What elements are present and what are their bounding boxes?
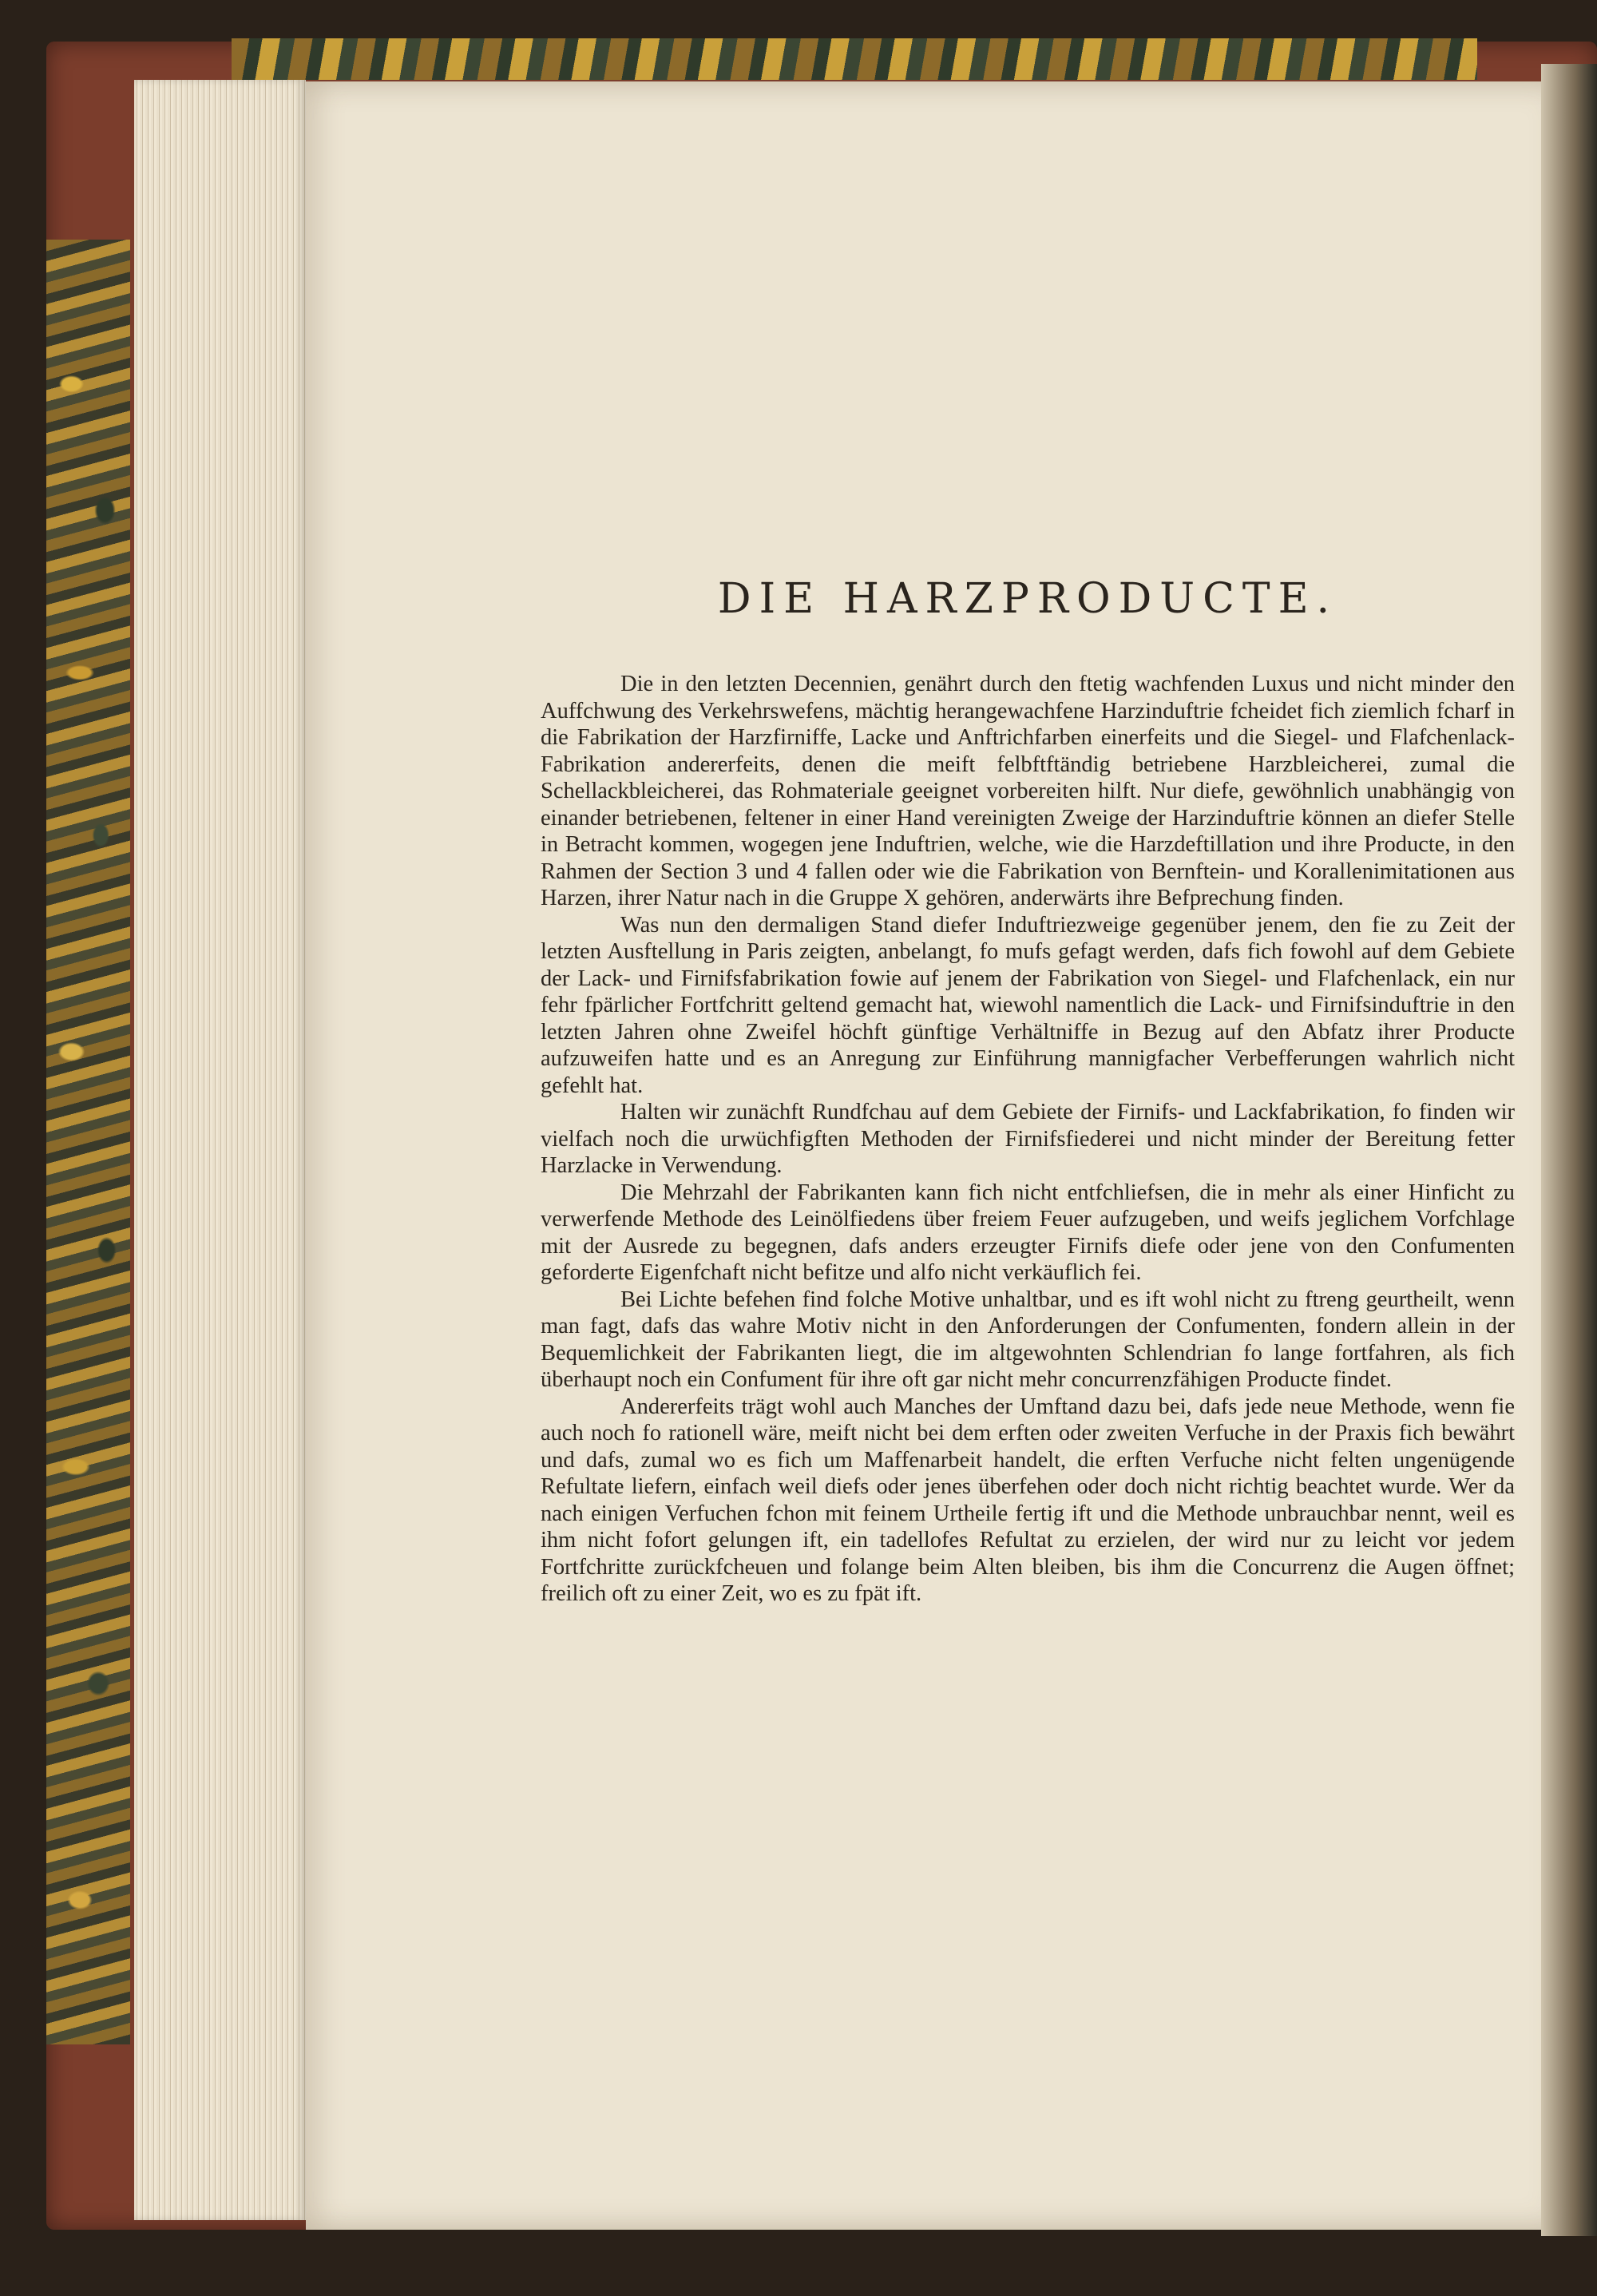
marbled-endpaper <box>46 240 130 2044</box>
paragraph-1: Die in den letzten Decennien, genährt durch den ftetig wachfenden Luxus und nicht minder den Auffchwung des Verkehrswefens, mächtig herangewachfene Harzinduftrie fcheidet fich ziemlich fcharf in die Fabrikation der Harzfirniffe, Lacke und Anftrichfarben einerfeits und die Siegel- und Flafchenlack-Fabrikation andererfeits, denen die meift felbftftändig betriebene Harzbleicherei, zumal die Schellackbleicherei, das Rohmateriale geeignet vorbereiten hilft. Nur diefe, gewöhnlich unabhängig von einander betriebenen, feltener in einer Hand vereinigten Zweige der Harzinduftrie können an diefer Stelle in Betracht kommen, wogegen jene Induftrien, welche, wie die Harzdeftillation und ihre Producte, in den Rahmen der Section 3 und 4 fallen oder wie die Fabrikation von Bernftein- und Korallenimitationen aus Harzen, ihrer Natur nach in die Gruppe X gehören, anderwärts ihre Befprechung finden. <box>541 672 1515 910</box>
page-gutter <box>1541 64 1597 2236</box>
page-stack-edge <box>134 80 306 2220</box>
paragraph-3: Halten wir zunächft Rundfchau auf dem Gebiete der Firnifs- und Lackfabrikation, fo finden wir vielfach noch die urwüchfigften Methoden der Firnifsfiederei und nicht minder der Bereitung fetter Harzlacke in Verwendung. <box>541 1100 1515 1178</box>
paragraph-6: Andererfeits trägt wohl auch Manches der Umftand dazu bei, dafs jede neue Methode, wenn fie auch noch fo rationell wäre, meift nicht bei dem erften oder zweiten Verfuche in der Praxis fich bewährt und dafs, zumal wo es fich um Maffenarbeit handelt, die erften Verfuche nicht felten ungenügende Refultate liefern, einfach weil diefs oder jenes überfehen oder doch nicht richtig beachtet wurde. Wer da nach einigen Verfuchen fchon mit feinem Urtheile fertig ift und die Methode unbrauchbar nennt, weil es ihm nicht fofort gelungen ift, ein tadellofes Refultat zu erzielen, der wird nur zu leicht vor jedem Fortfchritte zurückfcheuen und folange beim Alten bleiben, bis ihm die Concurrenz die Augen öffnet; freilich oft zu einer Zeit, wo es zu fpät ift. <box>541 1394 1515 1606</box>
paragraph-2: Was nun den dermaligen Stand diefer Induftriezweige gegenüber jenem, den fie zu Zeit der letzten Ausftellung in Paris zeigten, anbelangt, fo mufs gefagt werden, dafs fich fowohl auf dem Gebiete der Lack- und Firnifsfabrikation fowie auf jenem der Fabrikation von Siegel- und Flafchenlack, ein nur fehr fpärlicher Fortfchritt geltend gemacht hat, wiewohl namentlich die Lack- und Firnifsinduftrie in den letzten Jahren ohne Zweifel höchft günftige Verhältniffe in Bezug auf den Abfatz ihrer Producte aufzuweifen hatte und es an Anregung zur Einführung mannigfacher Verbefferungen wahrlich nicht gefehlt hat. <box>541 912 1515 1098</box>
paragraph-5: Bei Lichte befehen find folche Motive unhaltbar, und es ift wohl nicht zu ftreng geurtheilt, wenn man fagt, dafs das wahre Motiv nicht in den Anforderungen der Confumenten, fondern allein in der Bequemlichkeit der Fabrikanten liegt, die im altgewohnten Schlendrian fo lange fortfahren, als fich überhaupt noch ein Confument für ihre oft gar nicht mehr concurrenzfähigen Producte findet. <box>541 1287 1515 1392</box>
page-content <box>541 575 1515 1608</box>
marbled-top-edge <box>232 38 1477 80</box>
chapter-title: DIE HARZPRODUCTE. <box>717 575 1338 623</box>
paragraph-4: Die Mehrzahl der Fabrikanten kann fich nicht entfchliefsen, die in mehr als einer Hinficht zu verwerfende Methode des Leinölfiedens über freiem Feuer aufzugeben, und weifs jeglichem Vorfchlage mit der Ausrede zu begegnen, dafs anders erzeugter Firnifs diefe oder jene von den Confumenten geforderte Eigenfchaft nicht befitze und alfo nicht verkäuflich fei. <box>541 1180 1515 1285</box>
